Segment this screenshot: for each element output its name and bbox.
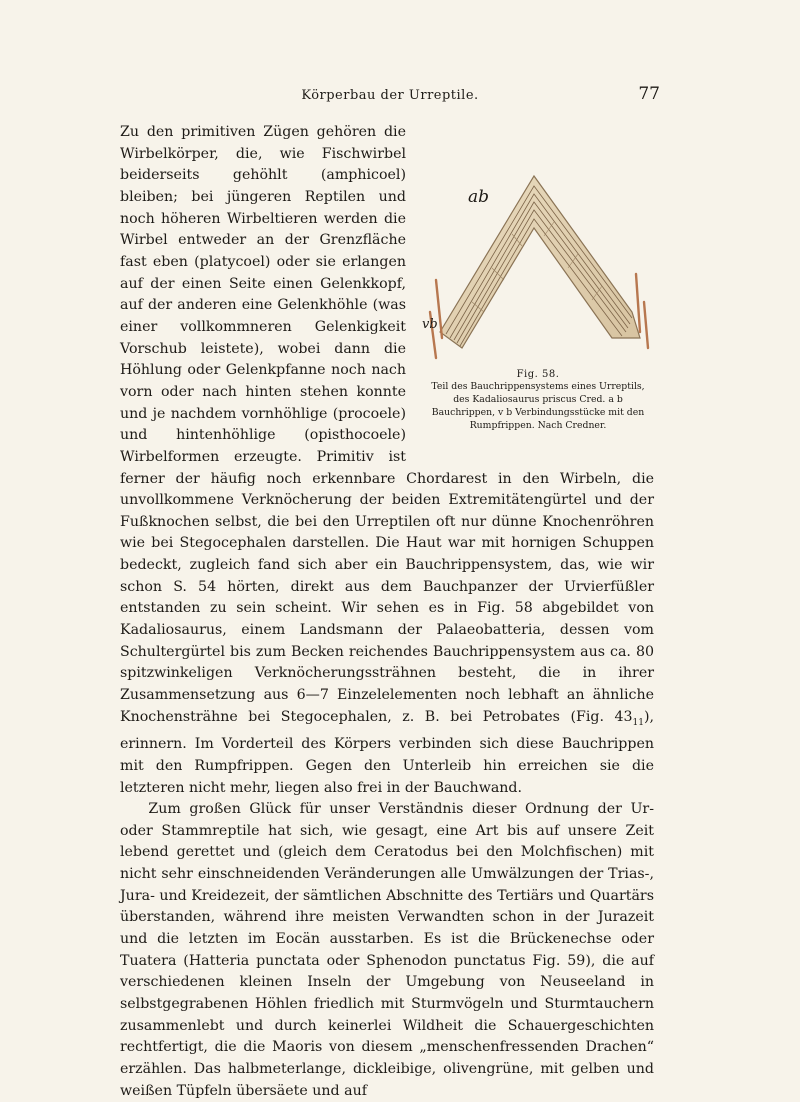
- page-header: [120, 84, 660, 110]
- page-number: 77: [638, 84, 660, 104]
- ventral-ribs-illustration: [422, 162, 654, 362]
- paragraph-1-end: ), erinnern. Im Vorderteil des Körpers verbinden sich diese Bauchrippen mit den Rumpfrippen. Gegen den Unterleib hin erreichen sie die letzteren nicht mehr, liegen also frei in der Bauchwand.: [120, 708, 654, 796]
- figure-ref-subscript: 11: [632, 717, 644, 728]
- paragraph-2: Zum großen Glück für unser Verständnis dieser Ordnung der Ur- oder Stammreptile hat sich, wie gesagt, eine Art bis auf unsere Zeit lebend gerettet und (gleich dem Ceratodus bei den Molchfischen) mit nicht sehr einschneidenden Veränderungen alle Umwälzungen der Trias-, Jura- und Kreidezeit, der sämtlichen Abschnitte des Tertiärs und Quartärs überstanden, während ihre meisten Verwandten schon in der Jurazeit und die letzten im Eocän ausstarben. Es ist die Brückenechse oder Tuatera (Hatteria punctata oder Sphenodon punctatus Fig. 59), die auf verschiedenen kleinen Inseln der Umgebung von Neuseeland in selbstgegrabenen Höhlen friedlich mit Sturmvögeln und Sturmtauchern zusammenlebt und durch keinerlei Wildheit die Schauergeschichten rechtfertigt, die die Maoris von diesem „menschenfressenden Drachen“ erzählen. Das halbmeterlange, dickleibige, olivengrüne, mit gelben und weißen Tüpfeln übersäete und auf: [120, 801, 654, 1099]
- figure-58: [422, 162, 654, 444]
- running-title: Körperbau der Urreptile.: [301, 88, 479, 103]
- paragraph-1-text: Zu den primitiven Zügen gehören die Wirbelkörper, die, wie Fischwirbel beiderseits gehöhlt (amphicoel) bleiben; bei jüngeren Reptilen und noch höheren Wirbeltieren werden die Wirbel entweder an der Grenzfläche fast eben (platycoel) oder sie erlangen auf der einen Seite einen Gelenkkopf, auf der anderen eine Gelenkhöhle (was einer vollkommneren Gelenkigkeit Vorschub leistete), wobei dann die Höhlung oder Gelenkpfanne noch nach vorn oder nach hinten stehen konnte und je nachdem vornhöhlige (procoele) und hintenhöhlige (opisthocoele) Wirbelformen erzeugte. Primitiv ist ferner der häufig noch erkennbare Chordarest in den Wirbeln, die unvollkommene Verknöcherung der beiden Extremitätengürtel und der Fußknochen selbst, die bei den Urreptilen oft nur dünne Knochenröhren wie bei Stegocephalen darstellen. Die Haut war mit hornigen Schuppen bedeckt, zugleich fand sich aber ein Bauchrippensystem, das, wie wir schon S. 54 hörten, direkt aus dem Bauchpanzer der Urvierfüßler entstanden zu sein scheint. Wir sehen es in Fig. 58 abgebildet von Kadaliosaurus, einem Landsmann der Palaeobatteria, dessen vom Schultergürtel bis zum Becken reichendes Bauchrippensystem aus ca. 80 spitzwinkeligen Verknöcherungssträhnen besteht, die in ihrer Zusammensetzung aus 6—7 Einzelelementen noch lebhaft an ähnliche Knochensträhne bei Stegocephalen, z. B. bei Petrobates (Fig. 43: [120, 124, 654, 725]
- figure-title: Fig. 58.: [516, 369, 560, 380]
- figure-label-ab: ab: [468, 187, 490, 207]
- figure-caption: Teil des Bauchrippensystems eines Urreptils, des Kadaliosaurus priscus Cred. a b Bauchrippen, v b Verbindungsstücke mit den Rumpfrippen. Nach Credner.: [431, 381, 645, 431]
- figure-label-vb: vb: [422, 317, 438, 332]
- body-text: [120, 122, 654, 1102]
